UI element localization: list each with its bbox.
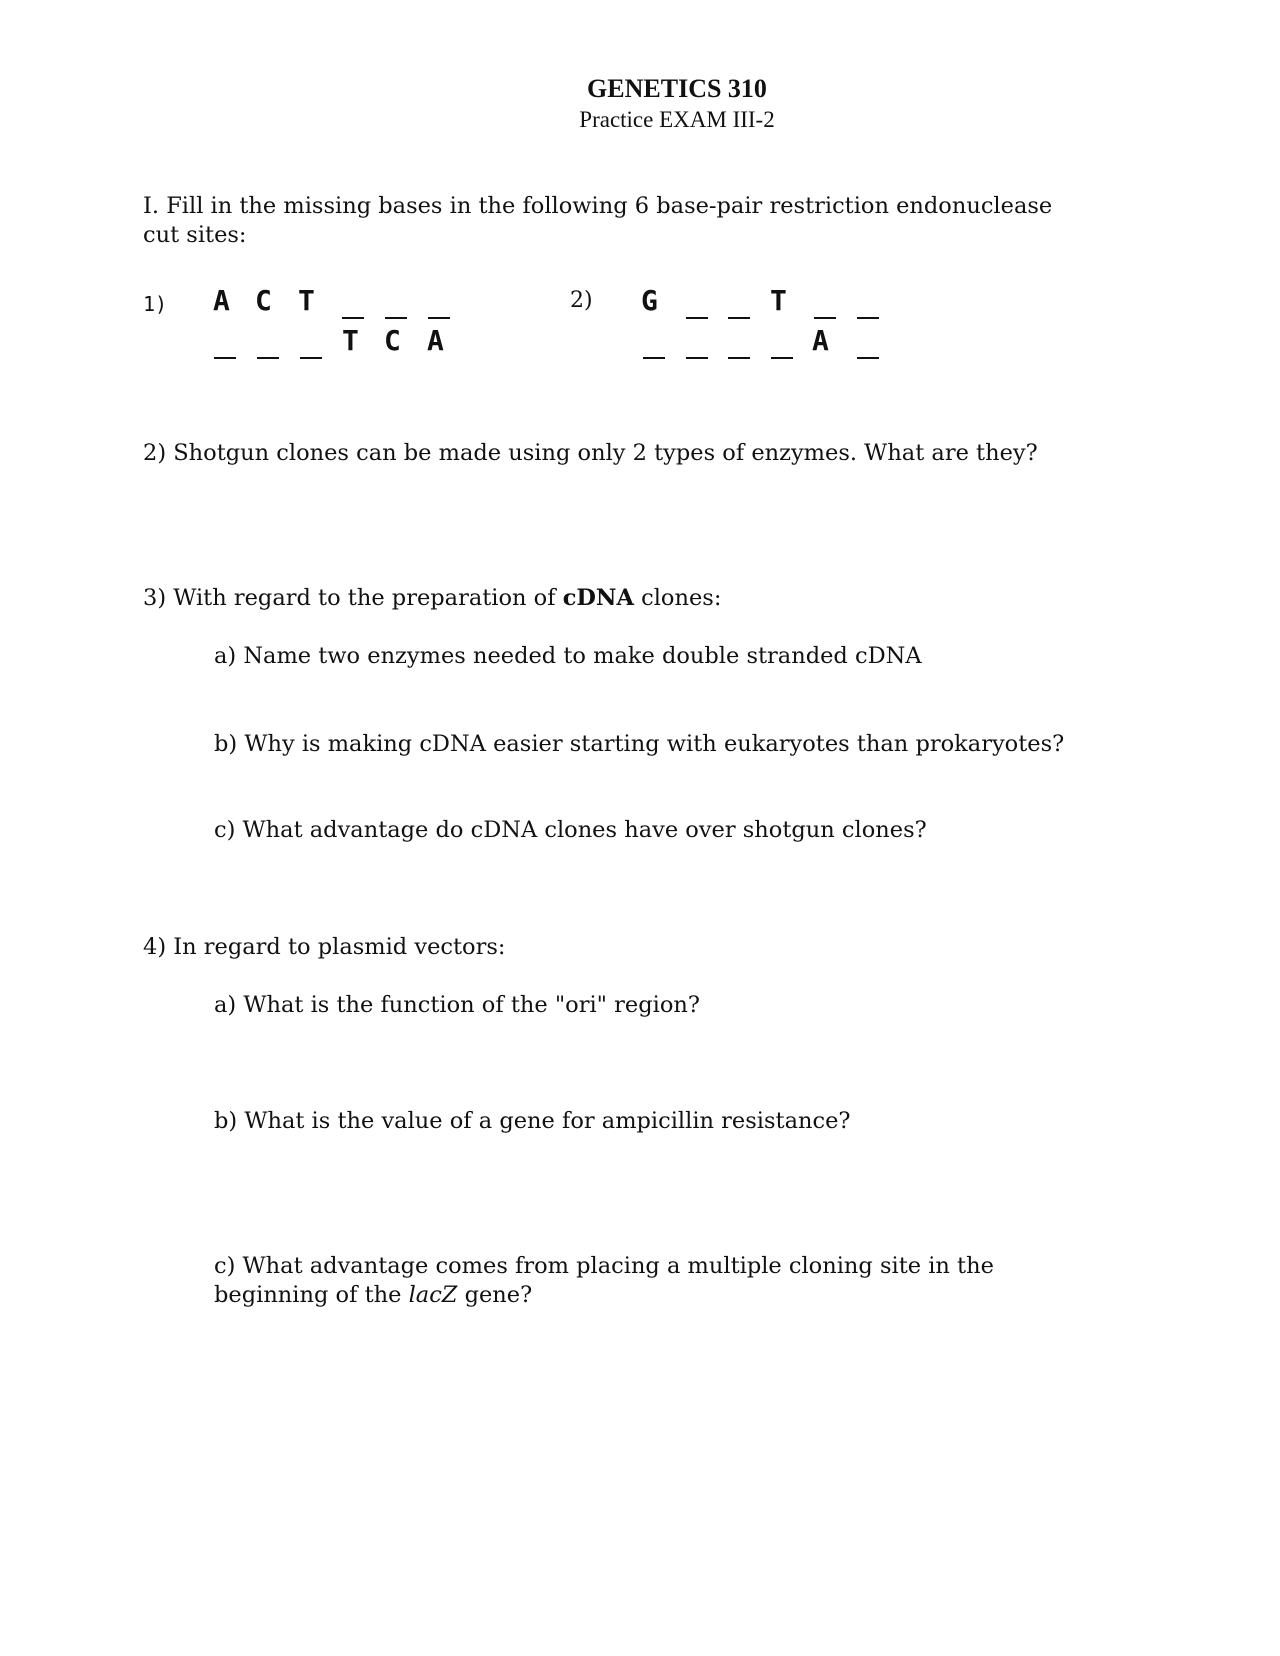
site1-bottom-blank-3[interactable]: [300, 357, 322, 359]
site2-top-base-1: G: [641, 284, 658, 317]
site2-label: 2): [570, 288, 593, 313]
question-3: [143, 585, 721, 611]
site2-bottom-blank-6[interactable]: [857, 357, 879, 359]
site1-top-blank-6[interactable]: [428, 317, 450, 319]
site2-top-blank-2[interactable]: [686, 317, 708, 319]
site1-top-base-1: A: [213, 284, 230, 317]
site2-top-blank-6[interactable]: [857, 317, 879, 319]
site2-top-base-4: T: [770, 284, 787, 317]
site1-top-base-3: T: [298, 284, 315, 317]
site2-top-blank-5[interactable]: [814, 317, 836, 319]
question-4: 4) In regard to plasmid vectors:: [143, 934, 506, 960]
site2-bottom-blank-4[interactable]: [771, 357, 793, 359]
question-4b: b) What is the value of a gene for ampicillin resistance?: [214, 1108, 851, 1134]
section1-instruction-line1: I. Fill in the missing bases in the following 6 base-pair restriction endonuclease: [143, 193, 1053, 219]
question-3-bold-cdna: cDNA: [562, 585, 634, 611]
question-3a: a) Name two enzymes needed to make double stranded cDNA: [214, 643, 922, 669]
exam-subtitle: Practice EXAM III-2: [579, 107, 775, 132]
site1-top-blank-4[interactable]: [342, 317, 364, 319]
site1-label: 1): [143, 292, 168, 316]
site1-top-base-2: C: [255, 284, 272, 317]
question-4c-line2: [214, 1282, 532, 1308]
question-2: 2) Shotgun clones can be made using only 2 types of enzymes. What are they?: [143, 440, 1038, 466]
site1-bottom-base-5: C: [384, 324, 401, 357]
site2-bottom-blank-1[interactable]: [643, 357, 665, 359]
site2-bottom-base-5: A: [812, 324, 829, 357]
question-3c: c) What advantage do cDNA clones have over shotgun clones?: [214, 817, 927, 843]
site2-bottom-blank-3[interactable]: [728, 357, 750, 359]
section1-instruction-line2: cut sites:: [143, 222, 247, 248]
question-4c-suffix: gene?: [457, 1282, 533, 1308]
question-4c-lacz: lacZ: [408, 1282, 458, 1308]
question-4c-line1: c) What advantage comes from placing a multiple cloning site in the: [214, 1253, 994, 1279]
question-4a: a) What is the function of the "ori" region?: [214, 992, 700, 1018]
question-4c-prefix: beginning of the: [214, 1282, 409, 1308]
site1-bottom-blank-2[interactable]: [257, 357, 279, 359]
question-3-prefix: 3) With regard to the preparation of: [143, 585, 563, 611]
site1-bottom-base-6: A: [427, 324, 444, 357]
site2-bottom-blank-2[interactable]: [686, 357, 708, 359]
site1-bottom-blank-1[interactable]: [214, 357, 236, 359]
course-title: GENETICS 310: [587, 74, 767, 103]
question-3b: b) Why is making cDNA easier starting with eukaryotes than prokaryotes?: [214, 731, 1065, 757]
site1-top-blank-5[interactable]: [385, 317, 407, 319]
site2-top-blank-3[interactable]: [728, 317, 750, 319]
site1-bottom-base-4: T: [342, 324, 359, 357]
question-3-suffix: clones:: [633, 585, 722, 611]
